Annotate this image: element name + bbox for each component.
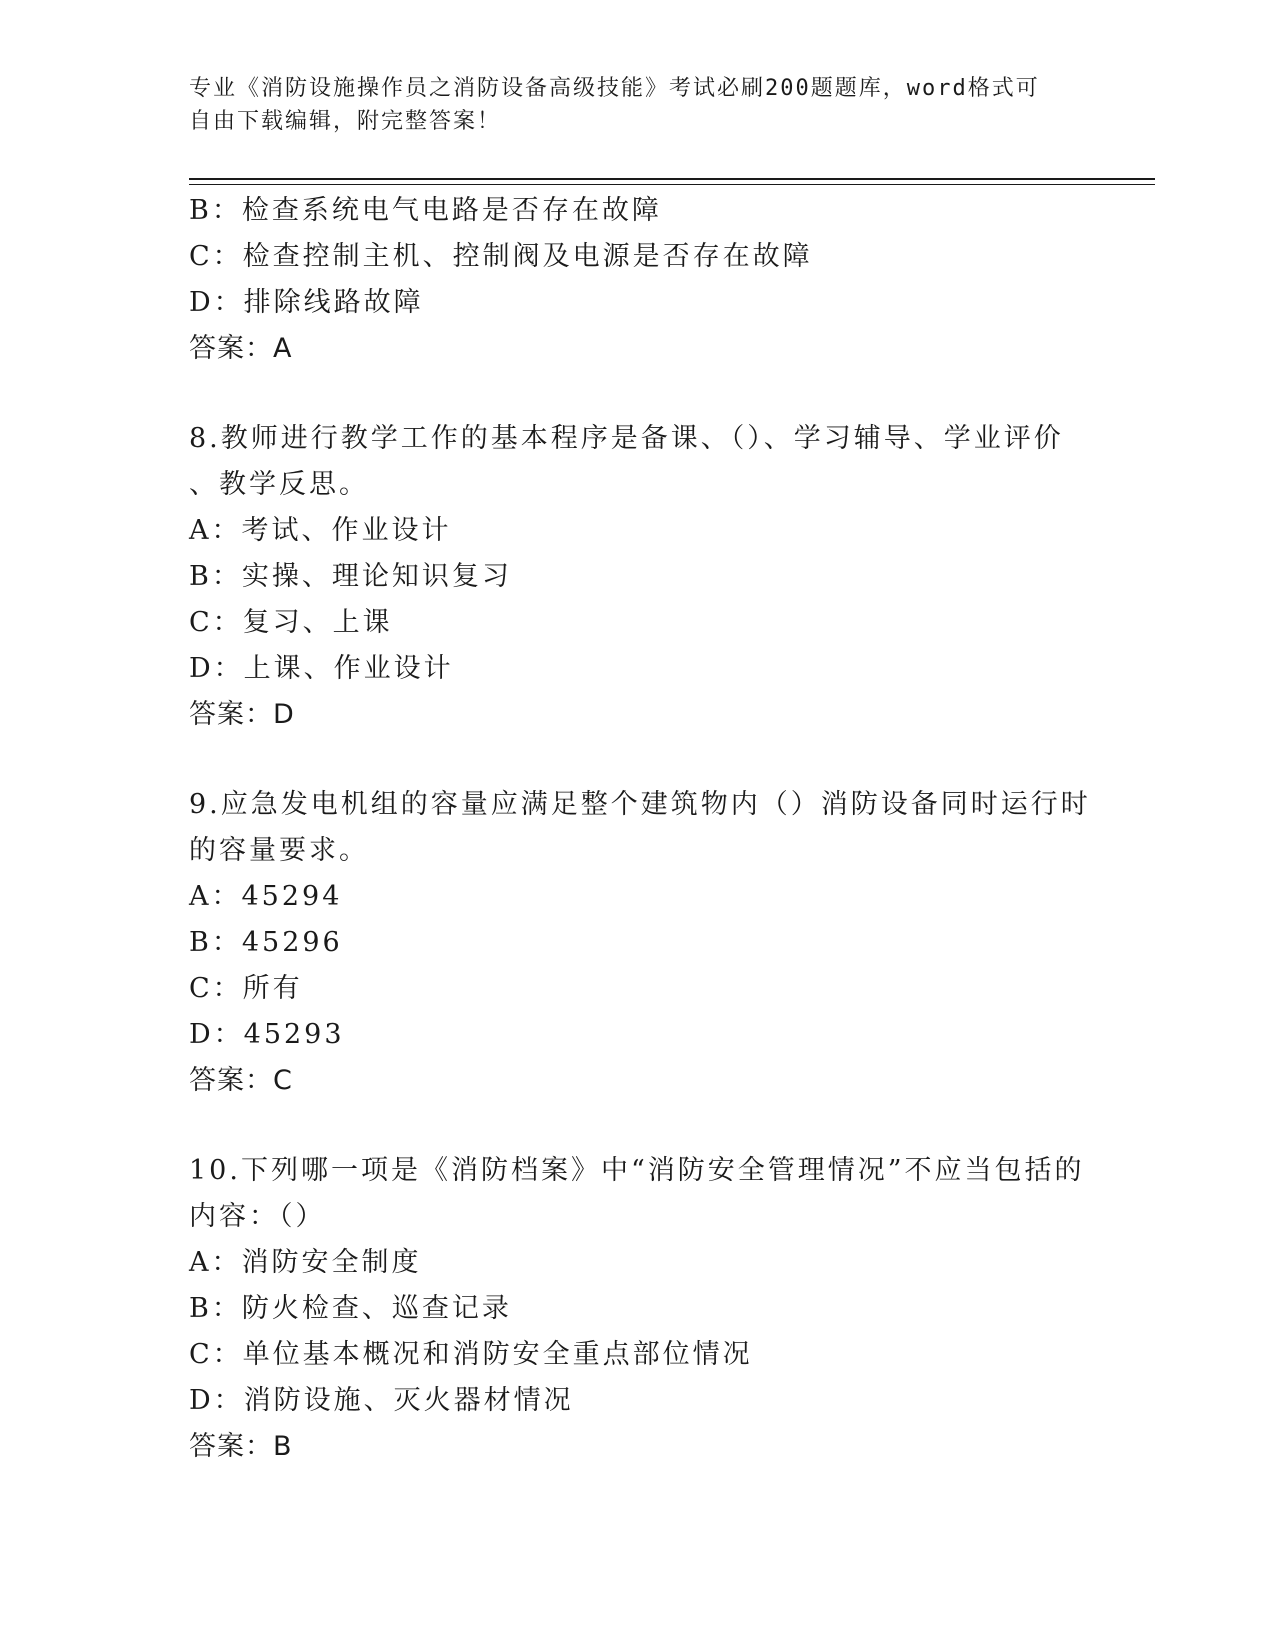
- answer: 答案：C: [189, 1065, 293, 1096]
- option-a: A：45294: [189, 881, 343, 912]
- option-d: D：消防设施、灭火器材情况: [189, 1385, 574, 1416]
- option-c: C：单位基本概况和消防安全重点部位情况: [189, 1339, 753, 1370]
- question-text-line: 内容：（）: [189, 1201, 326, 1232]
- option-c: C：所有: [189, 973, 303, 1004]
- question-10: [189, 1148, 1089, 1470]
- document-header: [189, 72, 1069, 138]
- option-b: B：检查系统电气电路是否存在故障: [189, 195, 662, 226]
- option-d: D：排除线路故障: [189, 287, 424, 318]
- option-b: B：防火检查、巡查记录: [189, 1293, 512, 1324]
- answer: 答案：A: [189, 333, 293, 364]
- question-8: [189, 416, 1089, 738]
- option-a: A：消防安全制度: [189, 1247, 422, 1278]
- answer: 答案：D: [189, 699, 295, 730]
- option-b: B：实操、理论知识复习: [189, 561, 512, 592]
- option-d: D：上课、作业设计: [189, 653, 454, 684]
- question-text-line: 10.下列哪一项是《消防档案》中“消防安全管理情况”不应当包括的: [189, 1155, 1085, 1186]
- question-text-line: 9.应急发电机组的容量应满足整个建筑物内（）消防设备同时运行时: [189, 789, 1091, 820]
- option-c: C：复习、上课: [189, 607, 393, 638]
- question-9: [189, 782, 1089, 1104]
- header-divider-thick: [189, 178, 1155, 180]
- question-list: [189, 188, 1089, 1470]
- question-text-line: 的容量要求。: [189, 835, 369, 866]
- answer: 答案：B: [189, 1431, 293, 1462]
- option-d: D：45293: [189, 1019, 345, 1050]
- option-b: B：45296: [189, 927, 343, 958]
- question-text-line: 、教学反思。: [189, 469, 369, 500]
- option-a: A：考试、作业设计: [189, 515, 452, 546]
- header-line-2: 自由下载编辑，附完整答案！: [189, 109, 502, 134]
- option-c: C：检查控制主机、控制阀及电源是否存在故障: [189, 241, 813, 272]
- question-text-line: 8.教师进行教学工作的基本程序是备课、（）、学习辅导、学业评价: [189, 423, 1064, 454]
- header-divider-thin: [189, 184, 1155, 185]
- header-line-1: 专业《消防设施操作员之消防设备高级技能》考试必刷200题题库，word格式可: [189, 76, 1040, 101]
- question-7-continued: [189, 188, 1089, 372]
